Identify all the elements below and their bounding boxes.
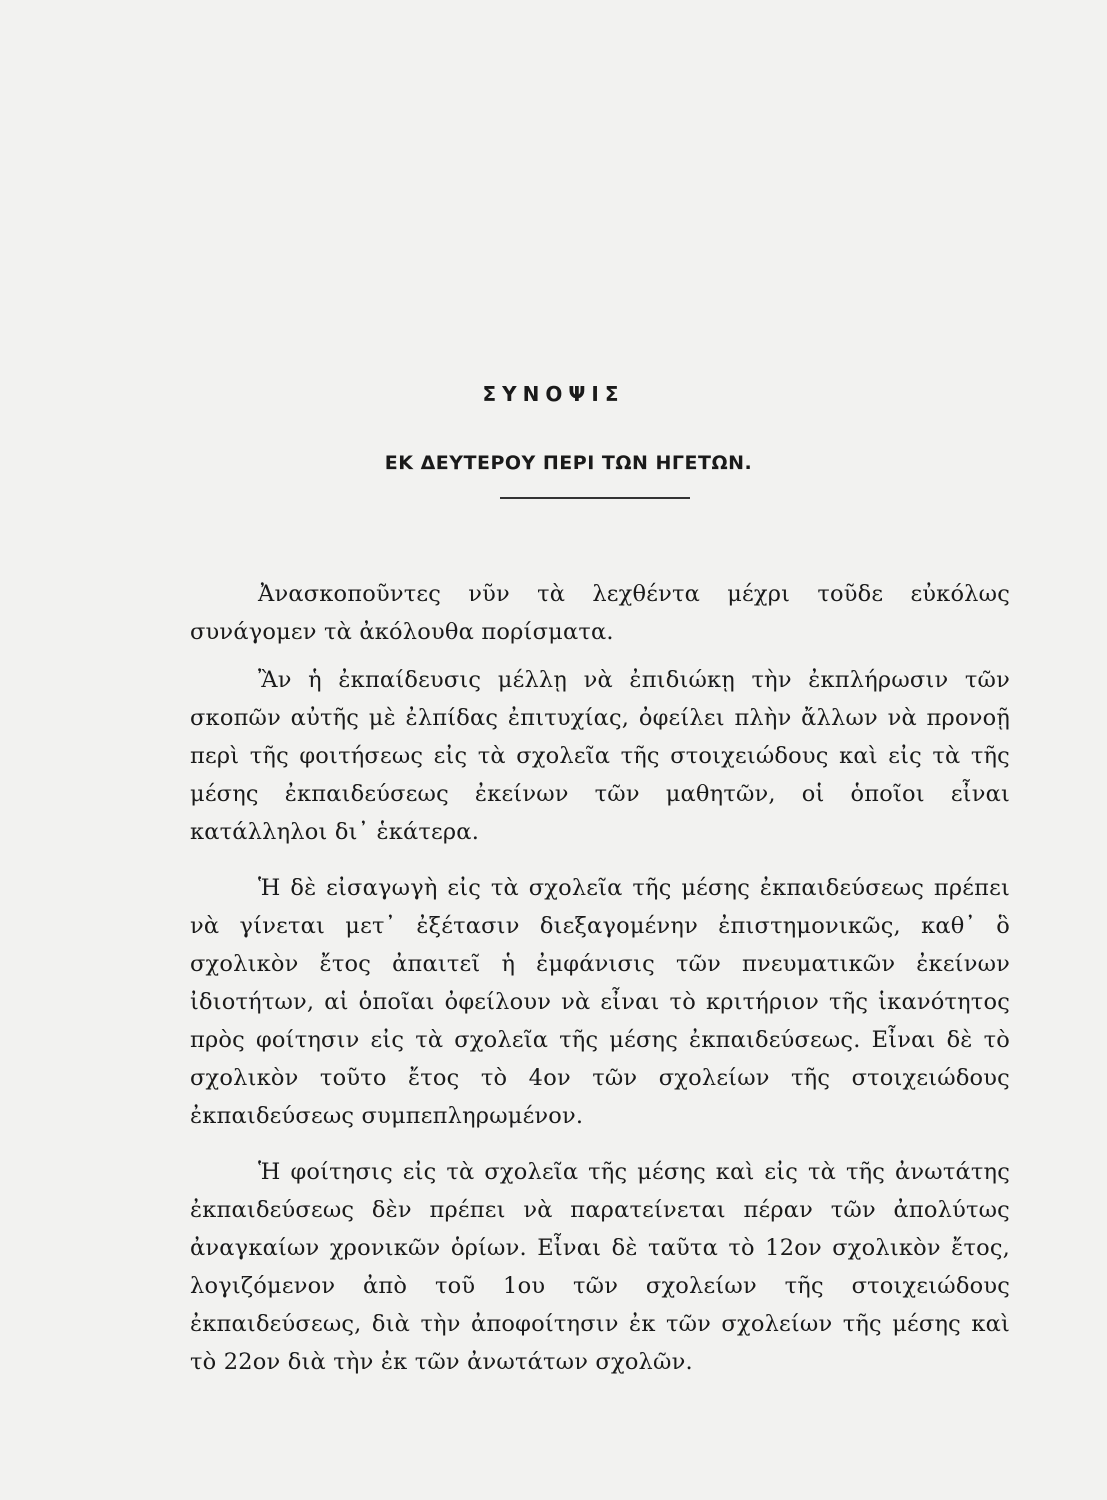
title-divider — [500, 497, 690, 499]
paragraph: Ἀνασκοποῦντες νῦν τὰ λεχθέντα μέχρι τοῦδε εὐκόλως συνάγομεν τὰ ἀκόλουθα πορίσματα. — [190, 581, 1010, 645]
page-subtitle: ΕΚ ΔΕΥΤΕΡΟΥ ΠΕΡΙ ΤΩΝ ΗΓΕΤΩΝ. — [384, 452, 753, 474]
paragraph: Ἂν ἡ ἐκπαίδευσις μέλλῃ νὰ ἐπιδιώκῃ τὴν ἐκπλήρωσιν τῶν σκοπῶν αὐτῆς μὲ ἐλπίδας ἐπιτυχίας, ὀφείλει πλὴν ἄλλων νὰ προνοῇ περὶ τῆς φοιτήσεως εἰς τὰ σχολεῖα τῆς στοιχειώδους καὶ εἰς τὰ τῆς μέσης ἐκπαιδεύσεως ἐκείνων τῶν μαθητῶν, οἱ ὁποῖοι εἶναι κατάλληλοι δι᾽ ἑκάτερα. — [190, 667, 1010, 845]
page-title: ΣΥΝΟΨΙΣ — [482, 382, 625, 406]
paragraph: Ἡ φοίτησις εἰς τὰ σχολεῖα τῆς μέσης καὶ εἰς τὰ τῆς ἀνωτάτης ἐκπαιδεύσεως δὲν πρέπει νὰ παρατείνεται πέραν τῶν ἀπολύτως ἀναγκαίων χρονικῶν ὁρίων. Εἶναι δὲ ταῦτα τὸ 12ον σχολικὸν ἔτος, λογιζόμενον ἀπὸ τοῦ 1ου τῶν σχολείων τῆς στοιχειώδους ἐκπαιδεύσεως, διὰ τὴν ἀποφοίτησιν ἐκ τῶν σχολείων τῆς μέσης καὶ τὸ 22ον διὰ τὴν ἐκ τῶν ἀνωτάτων σχολῶν. — [190, 1159, 1010, 1375]
paragraph: Ἡ δὲ εἰσαγωγὴ εἰς τὰ σχολεῖα τῆς μέσης ἐκπαιδεύσεως πρέπει νὰ γίνεται μετ᾽ ἐξέτασιν διεξαγομένην ἐπιστημονικῶς, καθ᾽ ὃ σχολικὸν ἔτος ἀπαιτεῖ ἡ ἐμφάνισις τῶν πνευματικῶν ἐκείνων ἰδιοτήτων, αἱ ὁποῖαι ὀφείλουν νὰ εἶναι τὸ κριτήριον τῆς ἱκανότητος πρὸς φοίτησιν εἰς τὰ σχολεῖα τῆς μέσης ἐκπαιδεύσεως. Εἶναι δὲ τὸ σχολικὸν τοῦτο ἔτος τὸ 4ον τῶν σχολείων τῆς στοιχειώδους ἐκπαιδεύσεως συμπεπληρωμένον. — [190, 875, 1010, 1129]
body-text — [190, 575, 1010, 1399]
